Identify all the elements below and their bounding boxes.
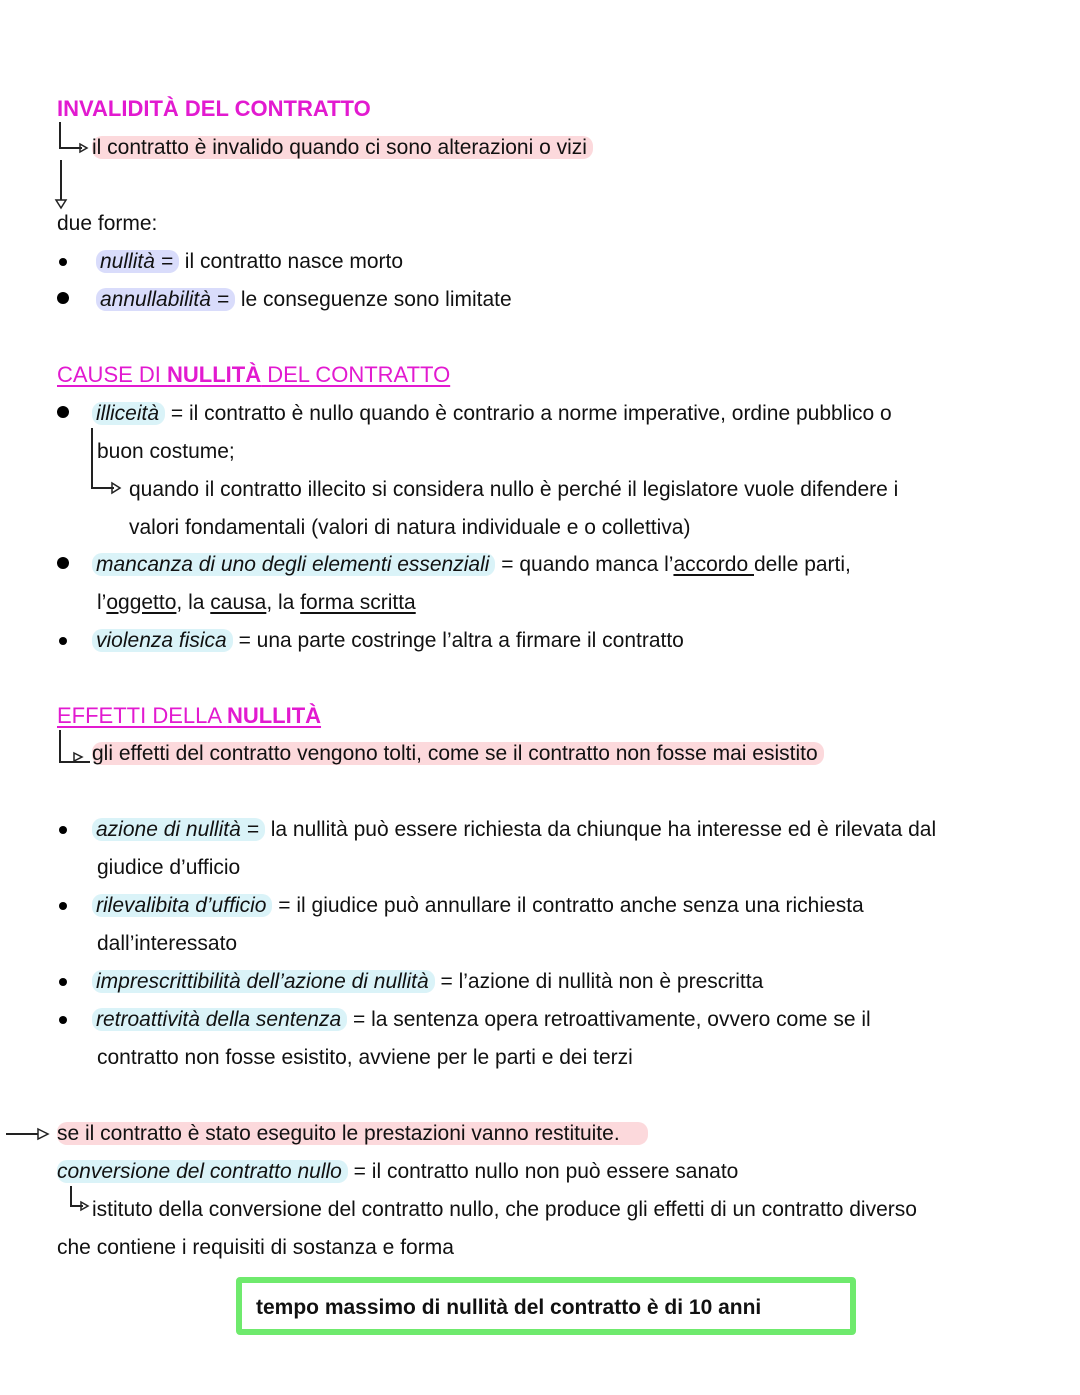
bullet-dot (59, 902, 67, 910)
azione-continuation: giudice d’ufficio (97, 856, 241, 879)
corner-arrow-icon (58, 122, 88, 158)
list-item-violenza: violenza fisica = una parte costringe l’altra a firmare il contratto (92, 628, 684, 654)
rilevabilita-continuation: dall’interessato (97, 932, 238, 955)
bullet-dot (57, 406, 69, 418)
effetti-definition: gli effetti del contratto vengono tolti, come se il contratto non fosse mai esistito (92, 741, 824, 767)
list-item-rilevabilita: rilevalibita d’ufficio = il giudice può annullare il contratto anche senza una richiesta (92, 893, 864, 919)
section-title-invalidita: INVALIDITÀ DEL CONTRATTO (57, 96, 371, 121)
bullet-dot (59, 258, 67, 266)
list-item-mancanza: mancanza di uno degli elementi essenziali = quando manca l’accordo delle parti, (92, 552, 851, 578)
istituto-line-1: istituto della conversione del contratto nullo, che produce gli effetti di un contratto diverso (92, 1198, 917, 1221)
bullet-dot (59, 637, 67, 645)
mancanza-continuation: l’oggetto, la causa, la forma scritta (97, 591, 416, 614)
illiceita-continuation: buon costume; (97, 440, 235, 463)
section-title-effetti: EFFETTI DELLA NULLITÀ (57, 703, 322, 728)
section-title-cause: CAUSE DI NULLITÀ DEL CONTRATTO (57, 362, 451, 387)
conversione-line: conversione del contratto nullo = il contratto nullo non può essere sanato (57, 1160, 739, 1183)
list-item-retroattivita: retroattività della sentenza = la sentenza opera retroattivamente, ovvero come se il (92, 1007, 871, 1033)
istituto-line-2: che contiene i requisiti di sostanza e forma (57, 1236, 454, 1259)
list-item-azione: azione di nullità = la nullità può essere richiesta da chiunque ha interesse ed è rilevata dal (92, 817, 936, 843)
summary-box-text: tempo massimo di nullità del contratto è di 10 anni (256, 1296, 762, 1319)
list-item-imprescrittibilita: imprescrittibilità dell’azione di nullità = l’azione di nullità non è prescritta (92, 969, 763, 995)
bullet-dot (59, 826, 67, 834)
right-arrow-icon (6, 1126, 48, 1142)
summary-box (236, 1277, 856, 1335)
restitution-note: se il contratto è stato eseguito le prestazioni vanno restituite. (57, 1121, 648, 1147)
bullet-dot (57, 292, 69, 304)
list-item-nullita: nullità = il contratto nasce morto (96, 249, 403, 275)
illiceita-sub-line-2: valori fondamentali (valori di natura individuale e o collettiva) (129, 516, 691, 539)
down-arrow-icon (54, 160, 68, 210)
list-item-illiceita: illiceità = il contratto è nullo quando è contrario a norme imperative, ordine pubblico o (92, 401, 892, 427)
retroattivita-continuation: contratto non fosse esistito, avviene per le parti e dei terzi (97, 1046, 633, 1069)
bullet-dot (57, 557, 69, 569)
corner-arrow-icon (58, 730, 92, 770)
bullet-dot (59, 1016, 67, 1024)
corner-arrow-icon (69, 1186, 91, 1214)
bullet-dot (59, 978, 67, 986)
forms-label: due forme: (57, 212, 158, 235)
illiceita-sub-line-1: quando il contratto illecito si considera nullo è perché il legislatore vuole difendere i (129, 478, 899, 501)
list-item-annullabilita: annullabilità = le conseguenze sono limitate (96, 287, 512, 313)
invalidity-definition: il contratto è invalido quando ci sono alterazioni o vizi (92, 135, 593, 161)
